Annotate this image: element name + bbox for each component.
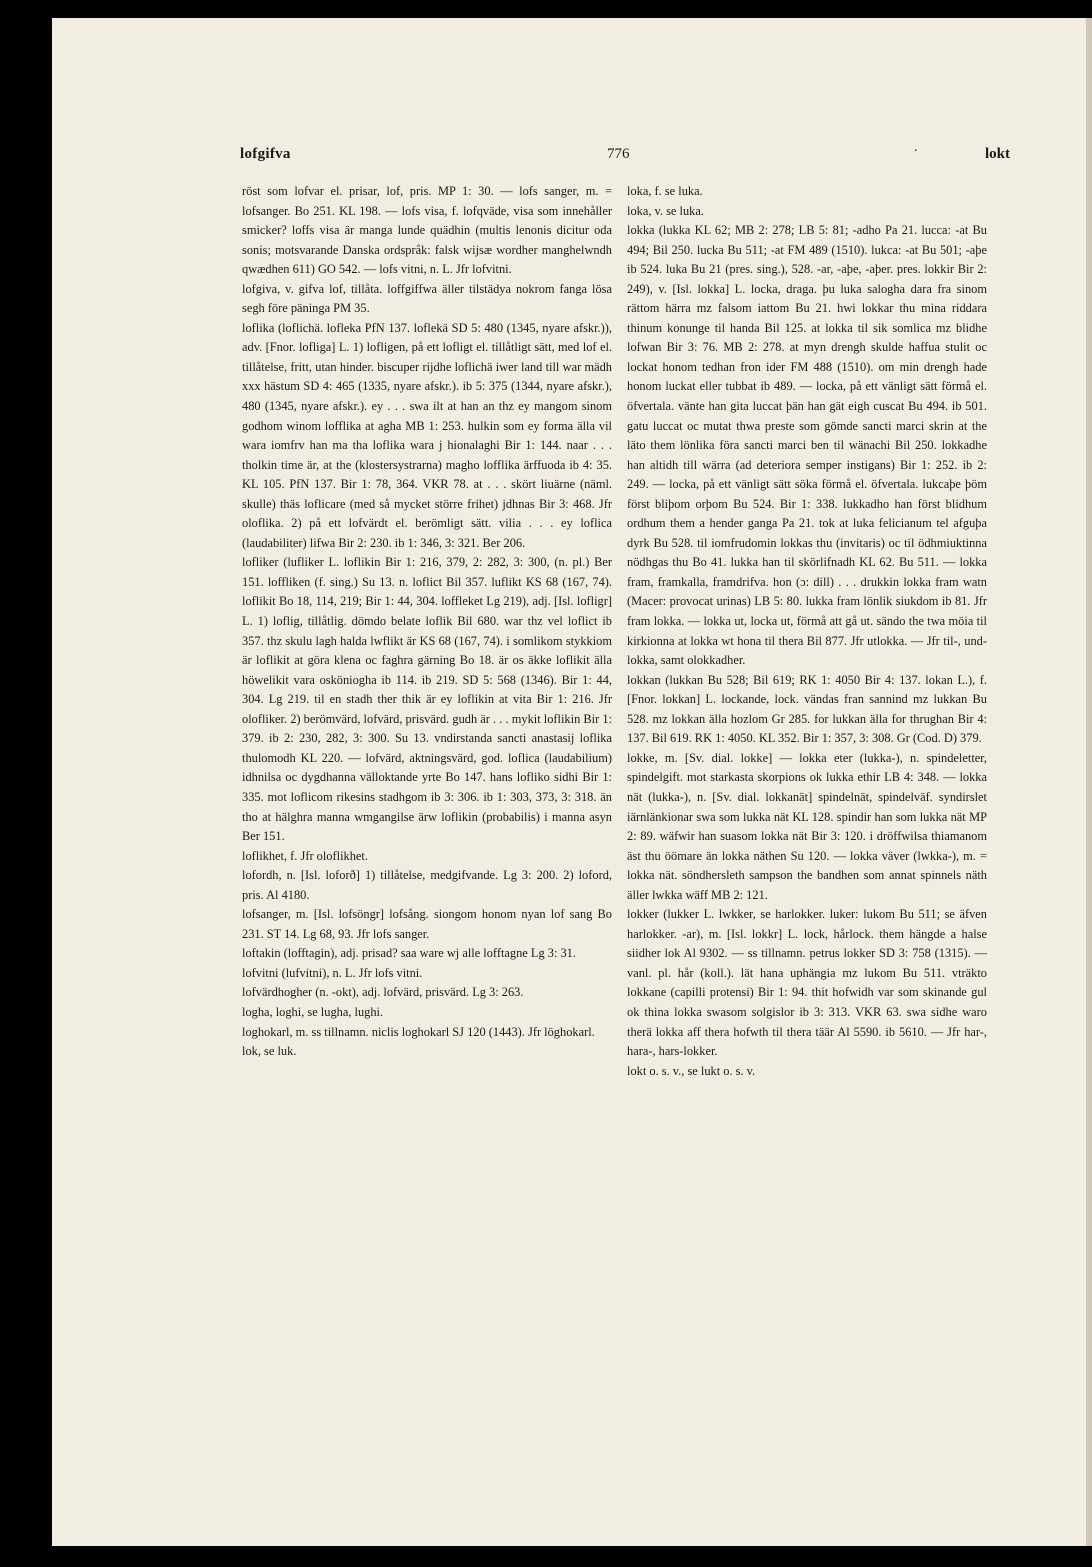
entry: loftakin (lofftagin), adj. prisad? saa ware wj alle lofftagne Lg 3: 31. xyxy=(242,946,576,961)
entry: lofsanger, m. [Isl. lofsöngr] lofsång. siongom honom nyan lof sang Bo 231. ST 14. Lg 68, 93. Jfr lofs sanger. xyxy=(242,907,612,941)
entry: loka, f. se luka. xyxy=(627,184,703,198)
entry: lok, se luk. xyxy=(242,1044,297,1059)
right-column xyxy=(627,182,987,1081)
entry: lokkan (lukkan Bu 528; Bil 619; RK 1: 4050 Bir 4: 137. lokan L.), f. [Fnor. lokkan] L. lockande, lock. vändas fran sannind mz lukkan Bu 528. mz lokkan älla hozlom Gr 285. for lukkan älla for thrughan Bir 4: 137. Bil 619. RK 1: 4050. KL 352. Bir 1: 357, 3: 308. Gr (Cod. D) 379. xyxy=(627,672,987,746)
page-edge xyxy=(1086,18,1092,1546)
left-column xyxy=(242,182,612,1062)
entry: loghokarl, m. ss tillnamn. niclis loghokarl SJ 120 (1443). Jfr löghokarl. xyxy=(242,1024,595,1039)
entry: lokka (lukka KL 62; MB 2: 278; LB 5: 81; -adho Pa 21. lucca: -at Bu 494; Bil 250. lucka Bu 511; -at FM 489 (1510). lukca: -at Bu 501; -aþe ib 524. luka Bu 21 (pres. sing.), 528. -ar, -aþe, -aþer. pres. lokkir Bir 2: 249), v. [Isl. lokka] L. locka, draga. þu luka salogha dara fra sinom rättom härra mz falsom iattom Bu 21. hwi lokkar thu mina riddara thinum konunge til handa Bil 125. at lokka til sik somlica mz blidhe lofwan Bir 3: 76. MB 2: 278. at myn drengh skulde haffua stulit oc lockat honom tedhan fron ider FM 488 (1510). om min drengh hade honom luckat eller tubbat ib 489. — locka, på ett vänligt sätt förmå el. öfvertala. vänte han gita luccat þän han gät eigh cuscat Bu 494. ib 501. gatu luccat oc mutat thwa preste som gömde sancti marci skrin at the läto them lönlika föra sancti marci ben til wänachi Bil 250. lokkadhe han altidh till wärra (ad deteriora semper instigans) Bir 1: 252. ib 2: 249. — locka, på ett vänligt sätt söka förmå el. öfvertala. lukcaþe þöm först bliþom orþom Bu 524. Bir 1: 338. lukkadho han först blidhum ordhum them a hender ganga Pa 21. tok at luka felicianum tel afguþa dyrk Bu 528. til iomfrudomin lokkas thu (invitaris) oc til ödhmiuktinna nödhgas thu Bo 41. lukka han til skörlifnadh KL 62. Bu 511. — lokka fram, framkalla, framdrifva. hon (ɔ: dill) . . . drukkin lokka fram watn (Macer: provocat urinas) LB 5: 80. lukka fram lönlik siukdom ib 81. Jfr fram lokka. — lokka ut, locka ut, förmå att gå ut. sändo the twa möia til kirkionna at lokka wt hona til thera Bil 877. Jfr utlokka. — Jfr til-, und-lokka, samt olokkadher. xyxy=(627,223,987,668)
entry: loflikhet, f. Jfr oloflikhet. xyxy=(242,848,368,863)
entry: lofvärdhogher (n. -okt), adj. lofvärd, prisvärd. Lg 3: 263. xyxy=(242,985,524,1000)
entry: lokt o. s. v., se lukt o. s. v. xyxy=(627,1063,756,1078)
running-head-right: lokt xyxy=(984,146,1010,162)
entry: lofordh, n. [Isl. loforð] 1) tillåtelse, medgifvande. Lg 3: 200. 2) loford, pris. Al 4180. xyxy=(242,868,612,902)
entry: lokke, m. [Sv. dial. lokke] — lokka eter (lukka-), n. spindeletter, spindelgift. mot starkasta skorpions ok lukka ethir LB 4: 348. — lokka nät (lukka-), n. [Sv. dial. lokkanät] spindelnät, spindelväf. syndirslet iärnlänkionar swa som lukka nät KL 128. spindir han som lukka nät MP 2: 89. wäfwir han suasom lokka nät Bir 3: 120. i dröffwilsa thiamanom äst thu öömare än lokka näthen Su 120. — lokka väver (lwkka-), m. = lokka nät. söndhersleth sampson the bandhen som annat spinnels näth äller lwkka wäff MB 2: 121. xyxy=(627,750,987,902)
dictionary-page xyxy=(52,18,1092,1546)
entry: loka, v. se luka. xyxy=(627,203,704,218)
entry: logha, loghi, se lugha, lughi. xyxy=(242,1004,384,1019)
running-head-left: lofgifva xyxy=(240,146,291,162)
header-mark: . xyxy=(914,140,918,155)
page-number: 776 xyxy=(607,146,630,162)
entry: lokker (lukker L. lwkker, se harlokker. luker: lukom Bu 511; se äfven harlokker. -ar), m. [Isl. lokkr] L. lock, hårlock. them hängde a halse siidher lok Al 9302. — ss tillnamn. petrus lokker SD 3: 758 (1315). — vanl. pl. hår (koll.). lät hana uphängia mz lukom Bu 511. vträkto lokkane (capilli protensi) Bir 1: 94. thit hofwidh var som skinande gul ok thina lokka swasom solgislor ib 3: 313. VKR 63. swa sidhe waro therä lokka aff thera hofwth til thera täär Al 5590. ib 5610. — Jfr har-, hara-, hars-lokker. xyxy=(627,907,987,1059)
entry: loflika (loflichä. lofleka PfN 137. loflekä SD 5: 480 (1345, nyare afskr.)), adv. [Fnor. lofliga] L. 1) lofligen, på ett lofligt el. tillåtligt sätt, med lof el. tillåtelse, fritt, utan hinder. biscuper rijdhe loflichä iwer land till war mädh xxx hästum SD 4: 465 (1335, nyare afskr.). ib 5: 375 (1344, nyare afskr.), 480 (1345, nyare afskr.). ey . . . swa ilt at han an thz ey mangom sinom godhom winom lofflika at agha MB 1: 253. hulkin som ey forma älla vil wara iomfrv han ma tha loflika wara j hionalaghi Bir 1: 144. naar . . . tholkin time är, at the (klostersystrarna) magho lofflika ärffuoda ib 4: 35. KL 105. PfN 137. Bir 1: 78, 364. VKR 78. at . . . skört liuärne (näml. skulle) thäs loflicare (med så mycket större frihet) jdhnas Bir 3: 468. Jfr oloflika. 2) på ett lofvärdt el. berömligt sätt. vilia . . . ey loflica (laudabiliter) lifwa Bir 2: 230. ib 1: 346, 3: 321. Ber 206. xyxy=(242,320,612,550)
entry: lofvitni (lufvitni), n. L. Jfr lofs vitni. xyxy=(242,965,423,980)
entry: lofliker (lufliker L. loflikin Bir 1: 216, 379, 2: 282, 3: 300, (n. pl.) Ber 151. loffliken (f. sing.) Su 13. n. loflict Bil 357. luflikt KS 68 (167, 74). loflikit Bo 18, 114, 219; Bir 1: 44, 304. loffleket Lg 219), adj. [Isl. lofligr] L. 1) loflig, tillåtlig. dömdo belate loflik Bil 680. war thz vel loflict ib 357. thz skulu lagh halda lwflikt är KS 68 (167, 74). i somlikom stykkiom är loflikit at göra klena oc faghra gärning Bo 18. är os äkke loflikit älla höwelikit vara osköniogha ib 114. ib 219. SD 5: 568 (1346). Bir 1: 44, 304. Lg 219. til en stadh ther thik är ey loflikin at vita Bir 1: 216. Jfr olofliker. 2) berömvärd, lofvärd, prisvärd. gudh är . . . mykit loflikin Bir 1: 379. ib 2: 230, 282, 3: 300. Su 13. vndirstanda sancti anastasij loflika thulomodh KL 220. — lofvärd, aktningsvärd, god. loflica (laudabilium) idhnilsa oc dygdhanna välloktande yrte Bo 147. hans lofliko sidhi Bir 1: 335. mot loflicom rikesins stadhgom ib 3: 306. ib 1: 303, 373, 3: 318. än tho at hälghra manna wmgangilse ärw loflikin (probabilis) i manna asyn Ber 151. xyxy=(242,555,612,844)
entry: lofgiva, v. gifva lof, tillåta. loffgiffwa äller tilstädya nokrom fanga lösa segh före päninga PM 35. xyxy=(242,281,612,316)
entry: röst som lofvar el. prisar, lof, pris. MP 1: 30. — lofs sanger, m. = lofsanger. Bo 251. KL 198. — lofs visa, f. lofqväde, visa som innehåller smicker? loffs visa är manga lunde quädhin (multis lenonis dicitur oda sonis; motsvarande Danska ordspråk: falsk wijsæ wordher manghelwndh qwædhen 611) GO 542. — lofs vitni, n. L. Jfr lofvitni. xyxy=(242,184,612,277)
